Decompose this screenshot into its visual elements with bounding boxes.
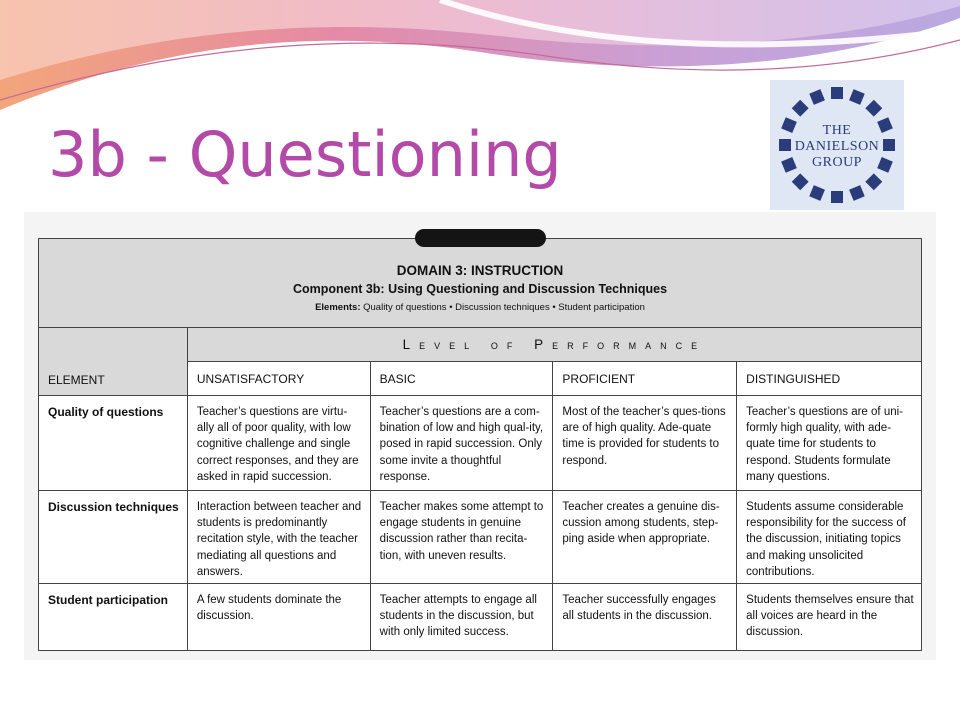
logo-square-icon <box>792 173 809 190</box>
logo-square-icon <box>831 87 843 99</box>
elements-label: Elements: <box>315 302 361 313</box>
table-cell: Teacher makes some attempt to engage students in genuine discussion rather than recita-tion, with uneven results. <box>370 491 553 584</box>
table-cell: Teacher’s questions are virtu-ally all of poor quality, with low cognitive challenge and single correct responses, and they are asked in rapid succession. <box>187 396 370 491</box>
element-column-header: ELEMENT <box>39 328 188 396</box>
elements-line <box>39 296 921 313</box>
table-cell: Teacher’s questions are a com-bination of low and high qual-ity, posed in rapid succession. Only some invite a thoughtful response. <box>370 396 553 491</box>
column-header-distinguished: DISTINGUISHED <box>737 362 922 396</box>
elements-text: Quality of questions • Discussion techniques • Student participation <box>363 302 645 313</box>
table-cell: Most of the teacher’s ques-tions are of high quality. Ade-quate time is provided for students to respond. <box>553 396 737 491</box>
level-of-performance-header <box>187 328 921 362</box>
level-of-performance-text: Level of Performance <box>402 337 707 352</box>
danielson-group-logo <box>770 80 904 210</box>
logo-square-icon <box>831 191 843 203</box>
table-cell: Students assume considerable responsibility for the success of the discussion, initiating topics and making unsolicited contributions. <box>737 491 922 584</box>
logo-square-icon <box>865 100 882 117</box>
domain-title: DOMAIN 3: INSTRUCTION <box>396 263 564 278</box>
row-element-label: Discussion techniques <box>39 491 188 584</box>
logo-text <box>770 123 904 171</box>
logo-square-icon <box>809 185 825 201</box>
table-cell: Students themselves ensure that all voices are heard in the discussion. <box>737 584 922 651</box>
component-title: Component 3b: Using Questioning and Discussion Techniques <box>292 282 668 296</box>
logo-line: GROUP <box>812 155 862 170</box>
logo-square-icon <box>809 89 825 105</box>
table-cell: Interaction between teacher and students is predominantly recitation style, with the teacher mediating all questions and answers. <box>187 491 370 584</box>
logo-square-icon <box>865 173 882 190</box>
table-row <box>39 396 922 491</box>
row-element-label: Student participation <box>39 584 188 651</box>
logo-line: DANIELSON <box>794 139 880 154</box>
column-header-basic: BASIC <box>370 362 553 396</box>
table-cell: Teacher successfully engages all students in the discussion. <box>553 584 737 651</box>
table-cell: Teacher attempts to engage all students in the discussion, but with only limited success. <box>370 584 553 651</box>
row-element-label: Quality of questions <box>39 396 188 491</box>
column-header-proficient: PROFICIENT <box>553 362 737 396</box>
rubric-header <box>39 239 922 328</box>
rubric-table <box>38 238 922 651</box>
slide-title: 3b - Questioning <box>48 118 562 191</box>
table-row <box>39 491 922 584</box>
table-cell: Teacher creates a genuine dis-cussion among students, step-ping aside when appropriate. <box>553 491 737 584</box>
logo-line: THE <box>822 123 852 138</box>
column-header-unsatisfactory: UNSATISFACTORY <box>187 362 370 396</box>
logo-square-icon <box>849 89 865 105</box>
slide-scroll-handle <box>415 229 546 247</box>
table-cell: A few students dominate the discussion. <box>187 584 370 651</box>
table-cell: Teacher’s questions are of uni-formly high quality, with ade-quate time for students to respond. Students formulate many questions. <box>737 396 922 491</box>
logo-square-icon <box>849 185 865 201</box>
table-row <box>39 584 922 651</box>
logo-square-icon <box>792 100 809 117</box>
